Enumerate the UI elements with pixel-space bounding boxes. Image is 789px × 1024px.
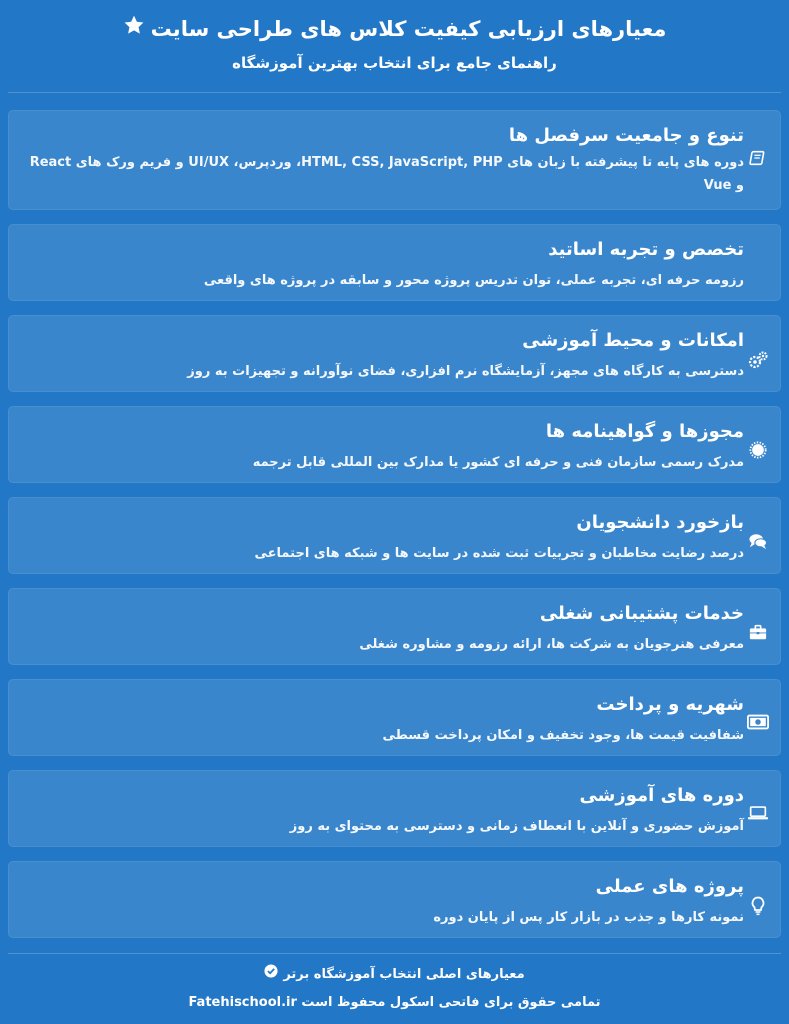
card-title: خدمات پشتیبانی شغلی [539,603,744,624]
footer [8,953,781,1014]
card-title: شهریه و پرداخت [596,694,744,715]
header [0,0,789,80]
lightbulb-icon [746,896,770,916]
card-title: پروژه های عملی [595,876,744,897]
card-title: امکانات و محیط آموزشی [522,330,744,351]
criteria-list [8,110,781,952]
briefcase-icon [746,623,770,641]
criteria-card [8,770,781,847]
card-title: تنوع و جامعیت سرفصل ها [508,125,744,146]
card-title: دوره های آموزشی [579,785,744,806]
copyright-text: تمامی حقوق برای فاتحی اسکول محفوظ است Fatehischool.ir [188,995,601,1010]
criteria-card [8,315,781,392]
criteria-card [8,224,781,301]
footer-summary-row [8,964,781,986]
certificate-icon [746,441,770,459]
card-description: آموزش حضوری و آنلاین با انعطاف زمانی و دسترسی به محتوای به روز [289,819,744,834]
header-divider [8,92,781,93]
card-description: شفافیت قیمت ها، وجود تخفیف و امکان پرداخت قسطی [382,728,744,743]
page-title: معیارهای ارزیابی کیفیت کلاس های طراحی سایت [150,17,667,41]
criteria-card [8,406,781,483]
card-description: معرفی هنرجویان به شرکت ها، ارائه رزومه و مشاوره شغلی [359,637,744,652]
footer-summary: معیارهای اصلی انتخاب آموزشگاه برتر [283,967,525,982]
card-title: بازخورد دانشجویان [576,512,744,533]
card-description: درصد رضایت مخاطبان و تجربیات ثبت شده در سایت ها و شبکه های اجتماعی [254,546,744,561]
card-description: مدرک رسمی سازمان فنی و حرفه ای کشور یا مدارک بین المللی قابل ترجمه [252,455,744,470]
check-circle-icon [264,964,278,986]
gears-icon [746,350,770,370]
criteria-card [8,679,781,756]
card-title: مجوزها و گواهینامه ها [545,421,744,442]
money-bill-icon [746,714,770,730]
page-subtitle: راهنمای جامع برای انتخاب بهترین آموزشگاه [232,54,557,72]
star-icon [123,14,145,44]
book-icon [746,149,770,167]
card-title: تخصص و تجربه اساتید [548,239,744,260]
card-description: نمونه کارها و جذب در بازار کار پس از پایان دوره [433,910,744,925]
card-description: دوره های پایه تا پیشرفته با زبان های HTML, CSS, JavaScript, PHP، وردپرس، UI/UX و فریم ورک های React و Vue [29,155,744,193]
comments-icon [746,532,770,550]
card-description: دسترسی به کارگاه های مجهز، آزمایشگاه نرم افزاری، فضای نوآورانه و تجهیزات به روز [187,364,744,379]
laptop-icon [746,805,770,821]
criteria-card [8,588,781,665]
criteria-card [8,497,781,574]
card-description: رزومه حرفه ای، تجربه عملی، توان تدریس پروژه محور و سابقه در پروژه های واقعی [203,273,744,288]
page-title-row [0,14,789,44]
criteria-card [8,110,781,210]
criteria-card [8,861,781,938]
